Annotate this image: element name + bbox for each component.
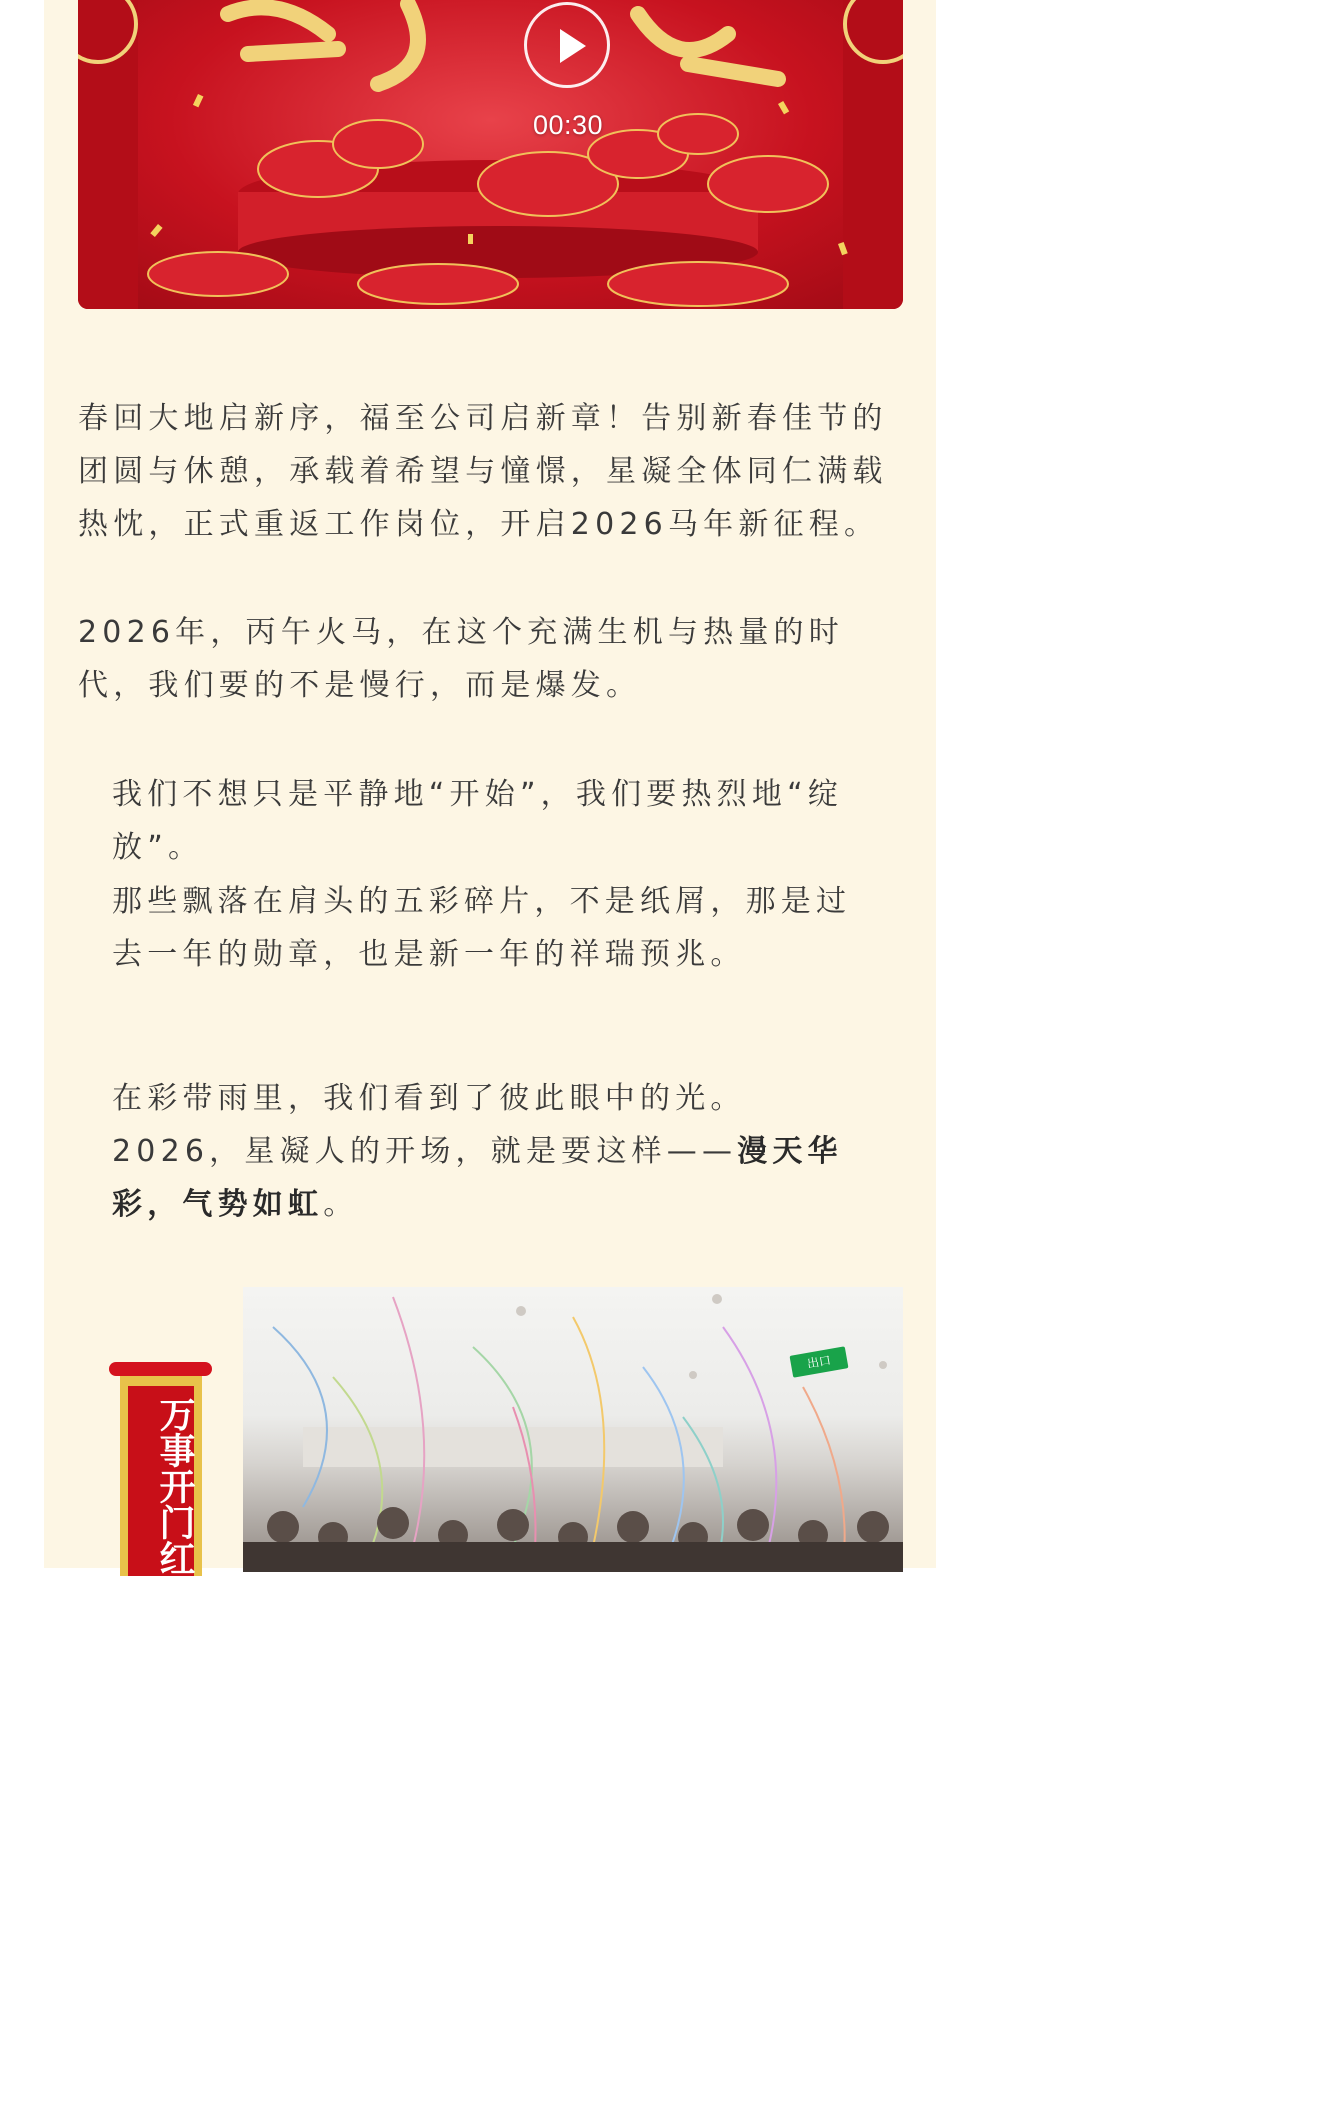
video-duration: 00:30 [532, 110, 604, 140]
celebration-photo[interactable] [243, 1287, 903, 1572]
exit-sign: 出口 [790, 1346, 849, 1377]
paragraph-confetti: 那些飘落在肩头的五彩碎片，不是纸屑，那是过去一年的勋章，也是新一年的祥瑞预兆。 [112, 884, 852, 972]
badge-cap [109, 1362, 212, 1376]
paragraph-opening-end: 。 [323, 1187, 359, 1222]
paragraph-opening-text: 2026，星凝人的开场，就是要这样—— [112, 1134, 738, 1169]
paragraph-year: 2026年，丙午火马，在这个充满生机与热量的时代，我们要的不是慢行，而是爆发。 [78, 615, 844, 703]
paragraph-opening [112, 1125, 872, 1231]
paragraph-intro: 春回大地启新序，福至公司启新章！告别新春佳节的团圆与休憩，承载着希望与憧憬，星凝全体同仁满载热忱，正式重返工作岗位，开启2026马年新征程。 [78, 401, 888, 542]
video-thumbnail [78, 0, 903, 309]
photo-scene [243, 1287, 903, 1572]
emphasis-text: 漫天华彩，气势如虹 [112, 1134, 843, 1222]
paragraph-light: 在彩带雨里，我们看到了彼此眼中的光。 [112, 1081, 746, 1116]
side-badge-label: 万事开门红 [154, 1396, 195, 1576]
play-icon[interactable] [524, 2, 610, 88]
paragraph-bloom: 我们不想只是平静地“开始”，我们要热烈地“绽放”。 [112, 777, 844, 865]
video-player[interactable] [78, 0, 903, 309]
